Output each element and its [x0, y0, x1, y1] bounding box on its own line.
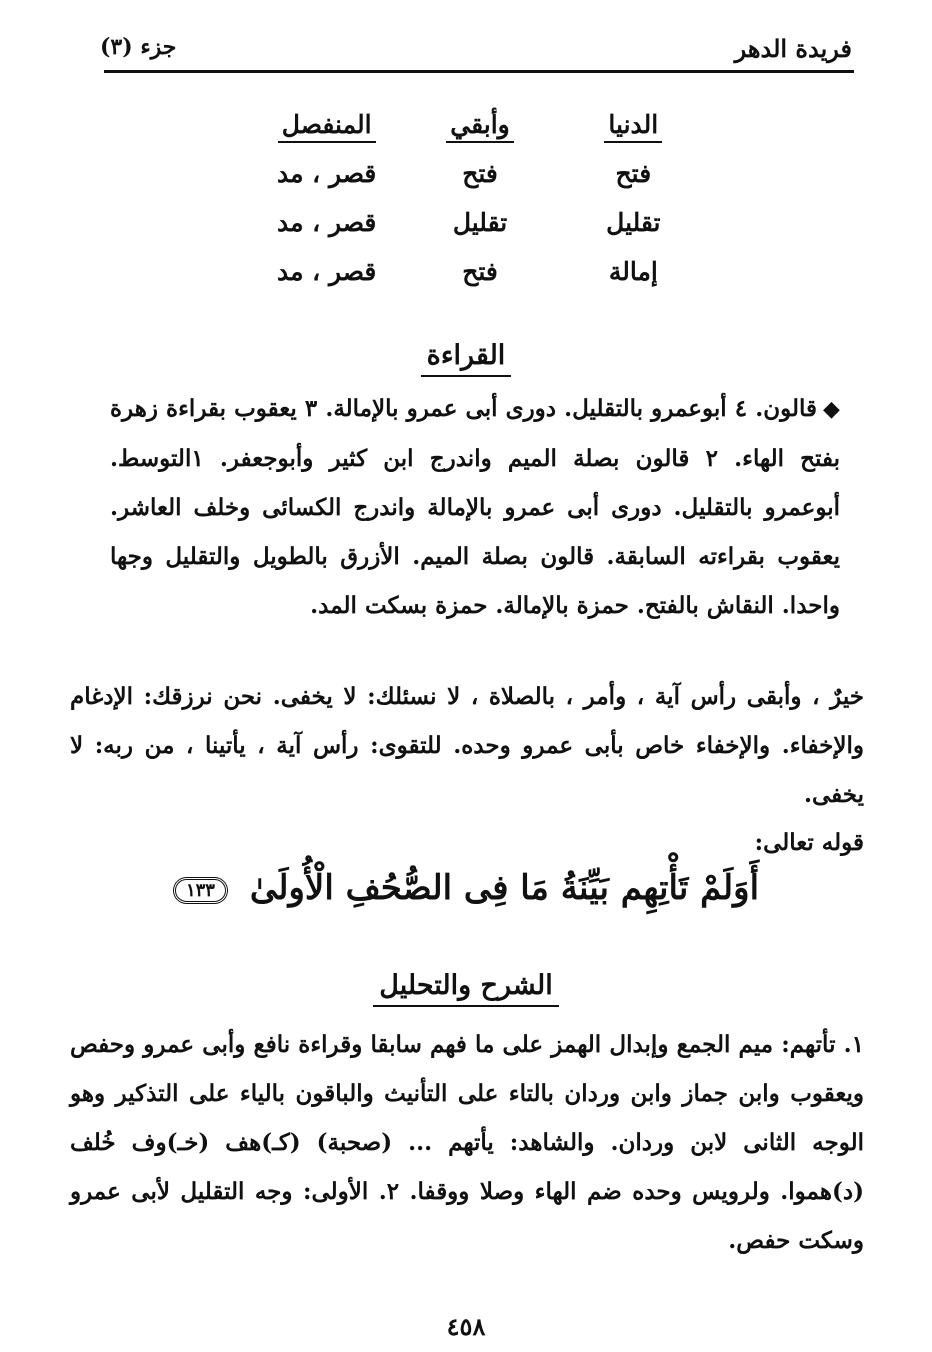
running-header [100, 28, 852, 68]
table-cell: فتح [615, 159, 652, 188]
table-cell: فتح [462, 257, 498, 286]
table-row [250, 149, 710, 198]
verse-number-ornament: ١٣٣ [173, 877, 228, 904]
header-divider [104, 70, 854, 73]
table-row [250, 198, 710, 247]
table-cell: تقليل [606, 208, 661, 237]
table-header-row [250, 100, 710, 149]
table-header-cell: وأبقي [403, 110, 556, 139]
analysis-section-title: الشرح والتحليل [0, 970, 932, 1001]
readings-table [250, 100, 710, 296]
table-cell: تقليل [452, 208, 508, 237]
notes-paragraph: خيرٌ ، وأبقى رأس آية ، وأمر ، بالصلاة ، لا نسئلك: لا يخفى. نحن نرزقك: الإدغام والإخفاء. والإخفاء خاص بأبى عمرو وحده. للتقوى: رأس آية ، يأتينا ، من ربه: لا يخفى. [70, 683, 864, 808]
table-header-cell: المنفصل [250, 110, 403, 139]
reading-paragraph: ◆قالون. ٤ أبوعمرو بالتقليل. دورى أبى عمرو بالإمالة. ٣ يعقوب بقراءة زهرة بفتح الهاء. ٢ قالون بصلة الميم واندرج ابن كثير وأبوجعفر. ١التوسط. أبوعمرو بالتقليل. دورى أبى عمرو بالإمالة واندرج الكسائى وخلف العاشر. يعقوب بقراءته السابقة. قالون بصلة الميم. الأزرق بالطويل والتقليل وجها واحدا. النقاش بالفتح. حمزة بالإمالة. حمزة بسكت المد. [110, 395, 841, 619]
verse-intro: قوله تعالى: [754, 829, 864, 856]
book-title: فريدة الدهر [734, 34, 852, 63]
table-cell: قصر ، مد [276, 159, 377, 188]
reading-section-title: القراءة [0, 340, 932, 371]
table-cell: فتح [462, 159, 498, 188]
table-cell: إمالة [608, 257, 658, 286]
table-cell: قصر ، مد [276, 208, 377, 237]
table-header-cell: الدنيا [557, 110, 710, 139]
verse-text: أَوَلَمْ تَأْتِهِم بَيِّنَةُ مَا فِى الصُّحُفِ الْأُولَىٰ [249, 868, 760, 908]
analysis-paragraph: ١. تأتهم: ميم الجمع وإبدال الهمز على ما فهم سابقا وقراءة نافع وأبى عمرو وحفص ويعقوب وابن جماز وابن وردان بالتاء على التأنيث والباقون بالياء على التذكير وهو الوجه الثانى لابن وردان. والشاهد: يأتهم ... (صحبة) (كـ)هف (خـ)وف خُلف (د)هموا. ولرويس وحده ضم الهاء وصلا ووقفا. ٢. الأولى: وجه التقليل لأبى عمرو وسكت حفص. [70, 1031, 864, 1254]
page-number: ٤٥٨ [446, 1312, 486, 1341]
diamond-bullet-icon: ◆ [822, 396, 840, 422]
table-cell: قصر ، مد [276, 257, 377, 286]
table-row [250, 247, 710, 296]
part-number: جزء (٣) [100, 34, 177, 60]
quran-verse [150, 868, 782, 908]
